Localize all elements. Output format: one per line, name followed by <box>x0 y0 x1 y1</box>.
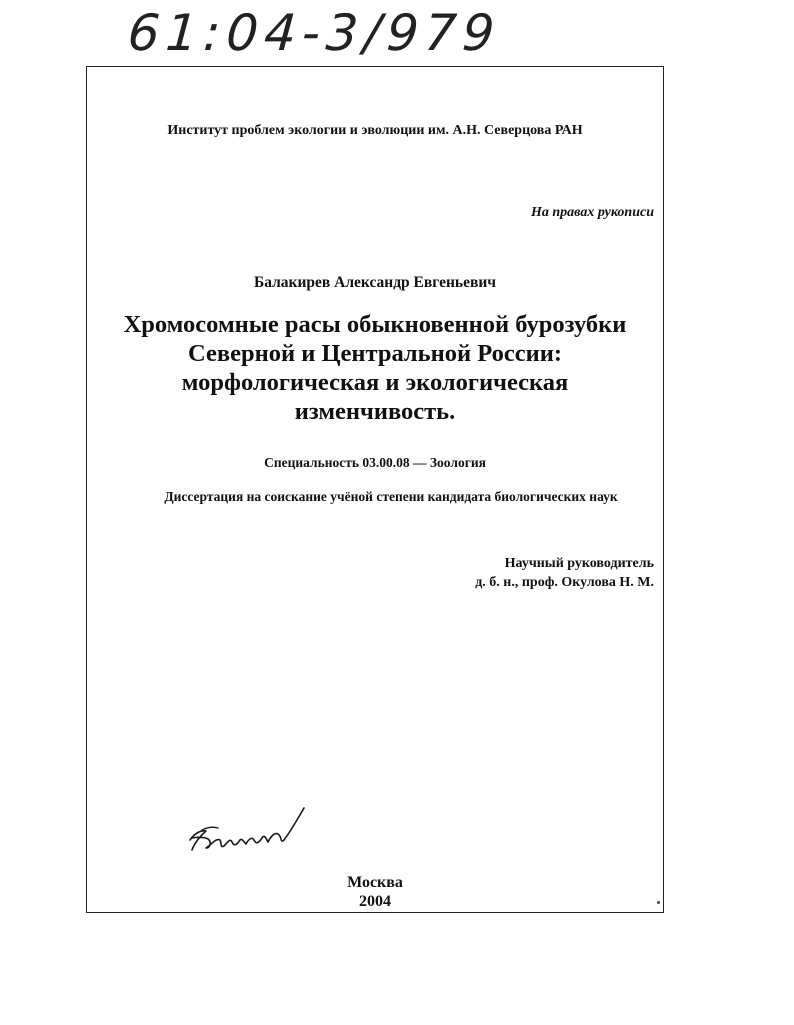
institute-name: Институт проблем экологии и эволюции им. А.Н. Северцова РАН <box>167 123 583 138</box>
title-line-1: Хромосомные расы обыкновенной бурозубки <box>123 311 627 338</box>
supervisor-name: д. б. н., проф. Окулова Н. М. <box>475 575 654 590</box>
publication-city: Москва <box>347 874 403 891</box>
publication-year: 2004 <box>359 893 391 910</box>
title-line-2: Северной и Центральной России: <box>188 340 562 367</box>
supervisor-label: Научный руководитель <box>504 556 654 571</box>
supervisor-block <box>475 554 654 592</box>
dissertation-title <box>86 310 664 426</box>
archive-number-handwritten: 61:04-3/979 <box>125 4 503 62</box>
dissertation-degree-line: Диссертация на соискание учёной степени кандидата биологических наук <box>164 489 618 504</box>
specialty-line: Специальность 03.00.08 — Зоология <box>264 455 486 470</box>
title-line-3: морфологическая и экологическая <box>181 369 569 396</box>
author-name: Балакирев Александр Евгеньевич <box>253 274 497 291</box>
scan-speck <box>657 901 660 904</box>
title-line-4: изменчивость. <box>294 398 456 425</box>
signature-icon <box>186 804 308 860</box>
manuscript-rights-note: На правах рукописи <box>531 205 654 220</box>
